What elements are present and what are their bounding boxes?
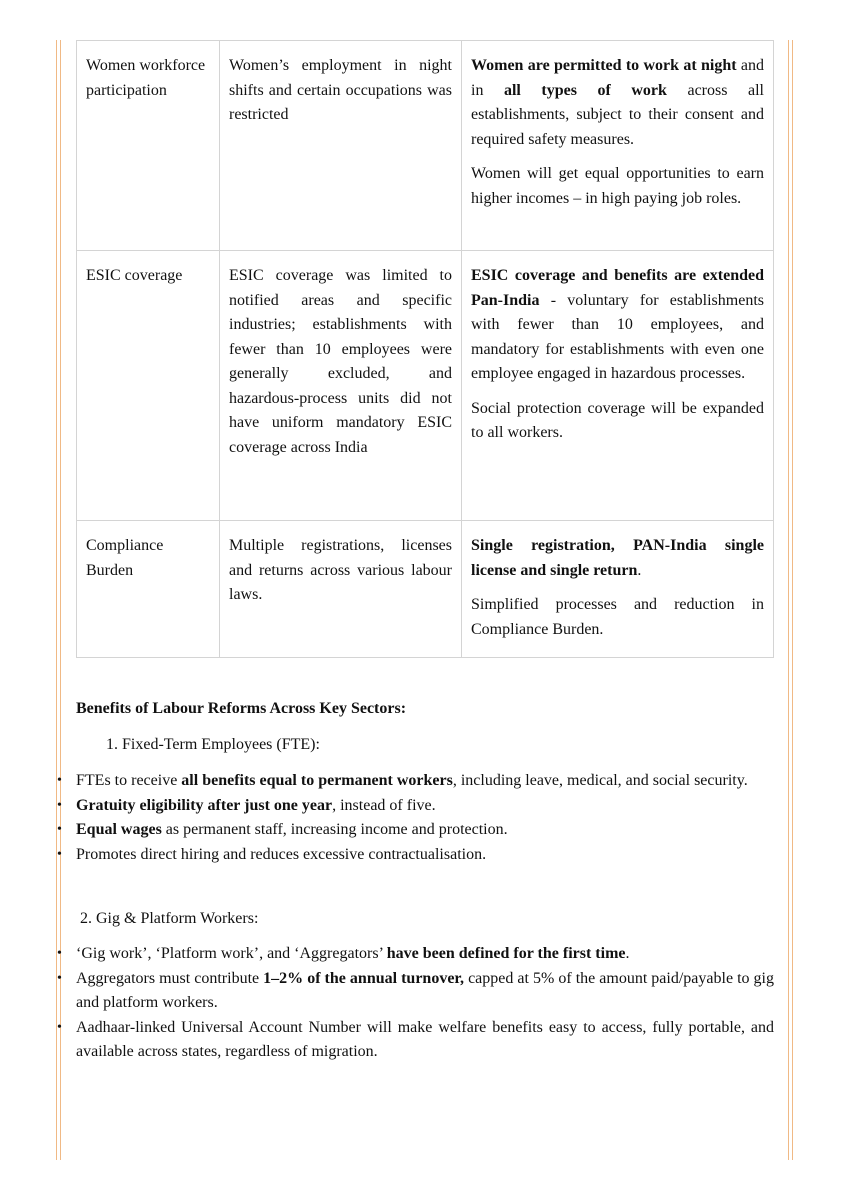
- bullet-icon: •: [57, 822, 62, 837]
- page-border-right-inner: [788, 40, 789, 1160]
- aspect-cell: Women workforce participation: [77, 41, 220, 251]
- page-border-left-outer: [56, 40, 57, 1160]
- bullet-icon: •: [57, 797, 62, 813]
- list-item: • Promotes direct hiring and reduces excessive contractualisation.: [76, 843, 774, 868]
- after-cell: [462, 251, 774, 521]
- aspect-cell: ESIC coverage: [77, 251, 220, 521]
- after-paragraph-2: Simplified processes and reduction in Compliance Burden.: [471, 596, 764, 638]
- section-title: Benefits of Labour Reforms Across Key Sectors:: [76, 700, 407, 717]
- list-item: • Aadhaar-linked Universal Account Number will make welfare benefits easy to access, fully portable, and available across states, regardless of migration.: [76, 1016, 774, 1065]
- page-border-right-outer: [792, 40, 793, 1160]
- labour-reform-comparison-table: [76, 40, 774, 658]
- list-item: • FTEs to receive all benefits equal to permanent workers, including leave, medical, and social security.: [76, 769, 774, 794]
- bullet-icon: •: [57, 846, 62, 862]
- before-cell: ESIC coverage was limited to notified areas and specific industries; establishments with fewer than 10 employees were generally excluded, and hazardous-process units did not have uniform mandatory ESIC coverage across India: [220, 251, 462, 521]
- bullet-icon: •: [57, 773, 62, 788]
- bullet-icon: •: [57, 1019, 62, 1035]
- gig-benefits-list: [57, 942, 774, 1065]
- after-paragraph-2: Social protection coverage will be expanded to all workers.: [471, 399, 764, 441]
- aspect-cell: Compliance Burden: [77, 521, 220, 658]
- after-paragraph-1: Single registration, PAN-India single license and single return.: [471, 537, 764, 579]
- after-cell: [462, 521, 774, 658]
- table-row-esic: [77, 251, 774, 521]
- fte-benefits-list: [57, 769, 774, 867]
- subheading-gig: 2. Gig & Platform Workers:: [80, 910, 259, 927]
- after-cell: [462, 41, 774, 251]
- bullet-icon: •: [57, 970, 62, 986]
- before-cell: Multiple registrations, licenses and returns across various labour laws.: [220, 521, 462, 658]
- after-paragraph-2: Women will get equal opportunities to earn higher incomes – in high paying job roles.: [471, 165, 764, 207]
- after-paragraph-1: Women are permitted to work at night and in all types of work across all establishments, subject to their consent and required safety measures.: [471, 57, 764, 148]
- list-item: • ‘Gig work’, ‘Platform work’, and ‘Aggregators’ have been defined for the first time.: [76, 942, 774, 967]
- before-cell: Women’s employment in night shifts and certain occupations was restricted: [220, 41, 462, 251]
- after-paragraph-1: ESIC coverage and benefits are extended Pan-India - voluntary for establishments with fewer than 10 employees, and mandatory for establishments with even one employee engaged in hazardous processes.: [471, 267, 764, 382]
- list-item: • Gratuity eligibility after just one year, instead of five.: [76, 794, 774, 819]
- table-row-women: [77, 41, 774, 251]
- subheading-fte: 1. Fixed-Term Employees (FTE):: [106, 736, 320, 753]
- table-row-compliance: [77, 521, 774, 658]
- list-item: • Equal wages as permanent staff, increasing income and protection.: [76, 818, 774, 843]
- list-item: • Aggregators must contribute 1–2% of the annual turnover, capped at 5% of the amount paid/payable to gig and platform workers.: [76, 967, 774, 1016]
- bullet-icon: •: [57, 946, 62, 961]
- page-border-left-inner: [60, 40, 61, 1160]
